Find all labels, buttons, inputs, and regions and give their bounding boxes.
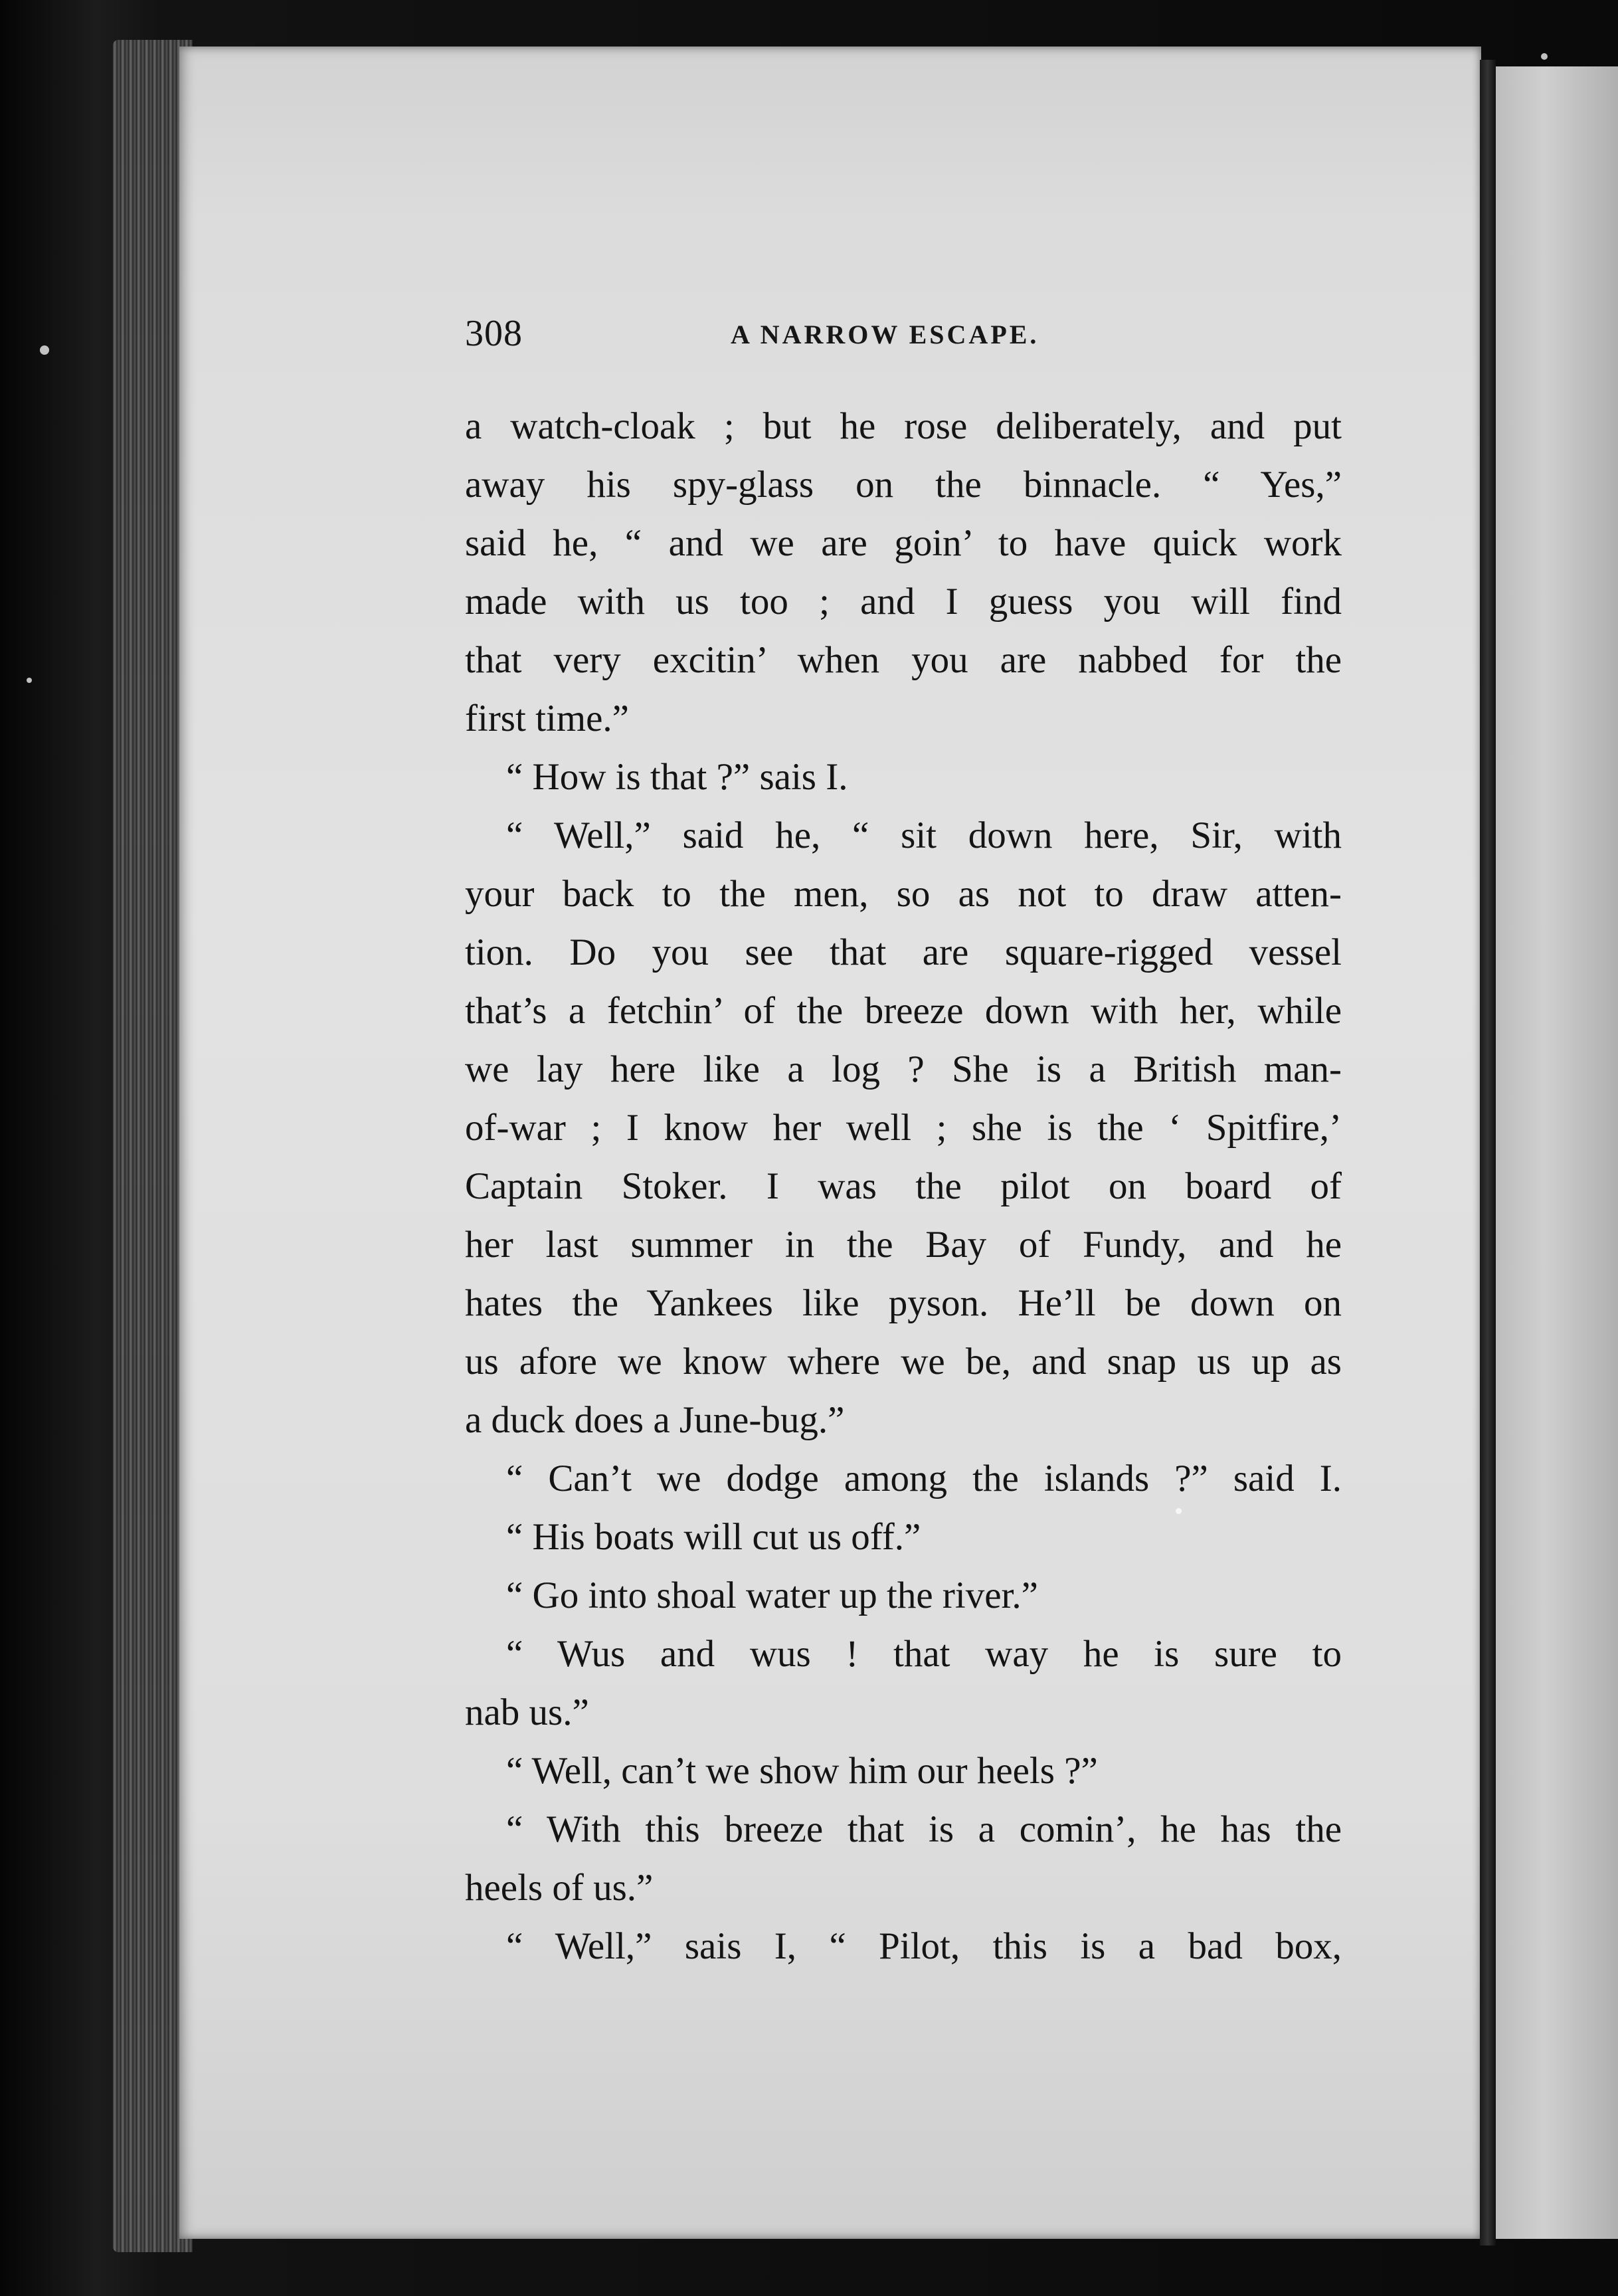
text-line: we lay here like a log ? She is a British man- <box>465 1048 1342 1090</box>
page-number: 308 <box>465 313 523 354</box>
text-line: “ Can’t we dodge among the islands ?” said I. <box>506 1458 1342 1499</box>
text-line: a duck does a June-bug.” <box>465 1399 845 1441</box>
text-line: “ His boats will cut us off.” <box>506 1516 921 1558</box>
text-line: that’s a fetchin’ of the breeze down with her, while <box>465 990 1342 1032</box>
book-gutter <box>1480 60 1496 2246</box>
text-line: “ How is that ?” sais I. <box>506 756 848 798</box>
text-line: “ With this breeze that is a comin’, he has the <box>506 1808 1342 1850</box>
text-line: heels of us.” <box>465 1867 654 1909</box>
text-line: your back to the men, so as not to draw atten- <box>465 873 1342 915</box>
text-line: “ Well,” said he, “ sit down here, Sir, with <box>506 814 1342 856</box>
text-line: made with us too ; and I guess you will find <box>465 581 1342 622</box>
text-line: “ Well, can’t we show him our heels ?” <box>506 1750 1098 1792</box>
text-line: said he, “ and we are goin’ to have quick work <box>465 522 1342 564</box>
text-line: nab us.” <box>465 1691 589 1733</box>
text-line: “ Go into shoal water up the river.” <box>506 1575 1038 1616</box>
text-line: “ Well,” sais I, “ Pilot, this is a bad box, <box>506 1925 1342 1967</box>
text-line: away his spy-glass on the binnacle. “ Yes,” <box>465 464 1342 506</box>
dust-speck <box>1541 53 1548 60</box>
text-line: first time.” <box>465 698 629 739</box>
dust-speck <box>27 678 32 683</box>
text-line: hates the Yankees like pyson. He’ll be down on <box>465 1282 1342 1324</box>
text-line: that very excitin’ when you are nabbed for the <box>465 639 1342 681</box>
dust-speck <box>40 345 49 355</box>
text-line: Captain Stoker. I was the pilot on board of <box>465 1165 1342 1207</box>
text-line: “ Wus and wus ! that way he is sure to <box>506 1633 1342 1675</box>
text-line: tion. Do you see that are square-rigged vessel <box>465 931 1342 973</box>
page-header <box>465 312 1342 365</box>
dust-speck <box>1176 1508 1182 1514</box>
text-line: her last summer in the Bay of Fundy, and he <box>465 1224 1342 1266</box>
text-line: us afore we know where we be, and snap us up as <box>465 1341 1342 1383</box>
facing-page-edge <box>1496 66 1618 2239</box>
body-text <box>465 397 1342 1976</box>
running-head: A NARROW ESCAPE. <box>731 320 1039 349</box>
text-line: a watch-cloak ; but he rose deliberately, and put <box>465 405 1342 447</box>
text-line: of-war ; I know her well ; she is the ‘ Spitfire,’ <box>465 1107 1342 1149</box>
